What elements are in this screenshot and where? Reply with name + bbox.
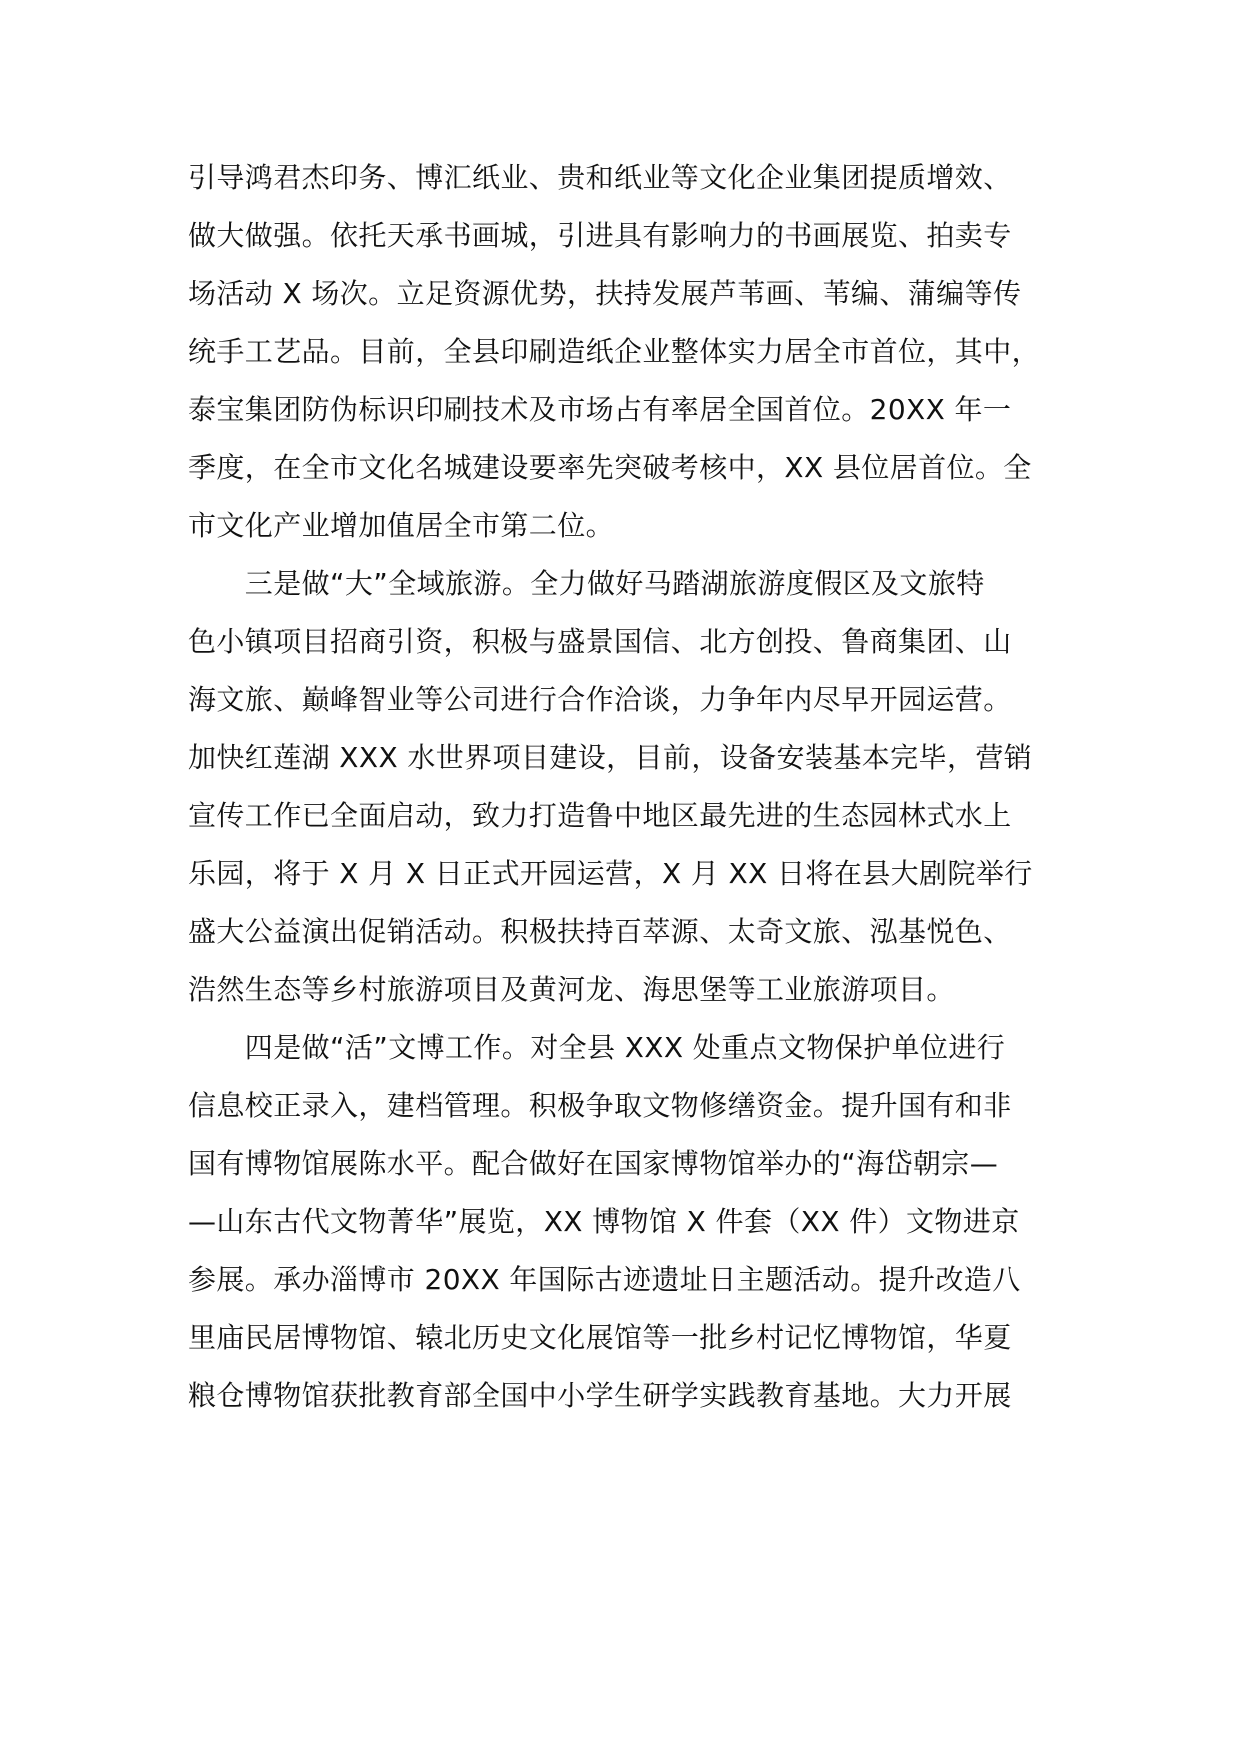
text-line: 乐园，将于 X 月 X 日正式开园运营，X 月 XX 日将在县大剧院举行 bbox=[188, 857, 1033, 890]
text-line: 宣传工作已全面启动，致力打造鲁中地区最先进的生态园林式水上 bbox=[188, 799, 1012, 832]
text-line: 季度，在全市文化名城建设要率先突破考核中，XX 县位居首位。全 bbox=[188, 451, 1032, 484]
text-line: 做大做强。依托天承书画城，引进具有影响力的书画展览、拍卖专 bbox=[188, 219, 1012, 252]
text-line: 三是做“大”全域旅游。全力做好马踏湖旅游度假区及文旅特 bbox=[188, 567, 985, 600]
text-line: 场活动 X 场次。立足资源优势，扶持发展芦苇画、苇编、蒲编等传 bbox=[188, 277, 1022, 310]
text-line: 浩然生态等乡村旅游项目及黄河龙、海思堡等工业旅游项目。 bbox=[188, 973, 955, 1006]
text-line: 盛大公益演出促销活动。积极扶持百萃源、太奇文旅、泓基悦色、 bbox=[188, 915, 1012, 948]
text-line: 粮仓博物馆获批教育部全国中小学生研学实践教育基地。大力开展 bbox=[188, 1379, 1012, 1412]
text-line: 参展。承办淄博市 20XX 年国际古迹遗址日主题活动。提升改造八 bbox=[188, 1263, 1021, 1296]
text-line: 四是做“活”文博工作。对全县 XXX 处重点文物保护单位进行 bbox=[188, 1031, 1006, 1064]
text-line: 市文化产业增加值居全市第二位。 bbox=[188, 509, 615, 542]
text-line: 引导鸿君杰印务、博汇纸业、贵和纸业等文化企业集团提质增效、 bbox=[188, 161, 1012, 194]
text-line: 国有博物馆展陈水平。配合做好在国家博物馆举办的“海岱朝宗— bbox=[188, 1147, 999, 1180]
text-line: 里庙民居博物馆、辕北历史文化展馆等一批乡村记忆博物馆，华夏 bbox=[188, 1321, 1012, 1354]
text-line: 海文旅、巅峰智业等公司进行合作洽谈，力争年内尽早开园运营。 bbox=[188, 683, 1012, 716]
text-line: —山东古代文物菁华”展览，XX 博物馆 X 件套（XX 件）文物进京 bbox=[188, 1205, 1020, 1238]
text-line: 信息校正录入，建档管理。积极争取文物修缮资金。提升国有和非 bbox=[188, 1089, 1012, 1122]
text-line: 加快红莲湖 XXX 水世界项目建设，目前，设备安装基本完毕，营销 bbox=[188, 741, 1033, 774]
text-line: 色小镇项目招商引资，积极与盛景国信、北方创投、鲁商集团、山 bbox=[188, 625, 1012, 658]
text-line: 泰宝集团防伪标识印刷技术及市场占有率居全国首位。20XX 年一 bbox=[188, 393, 1012, 426]
text-line: 统手工艺品。目前，全县印刷造纸企业整体实力居全市首位，其中， bbox=[188, 335, 1041, 368]
